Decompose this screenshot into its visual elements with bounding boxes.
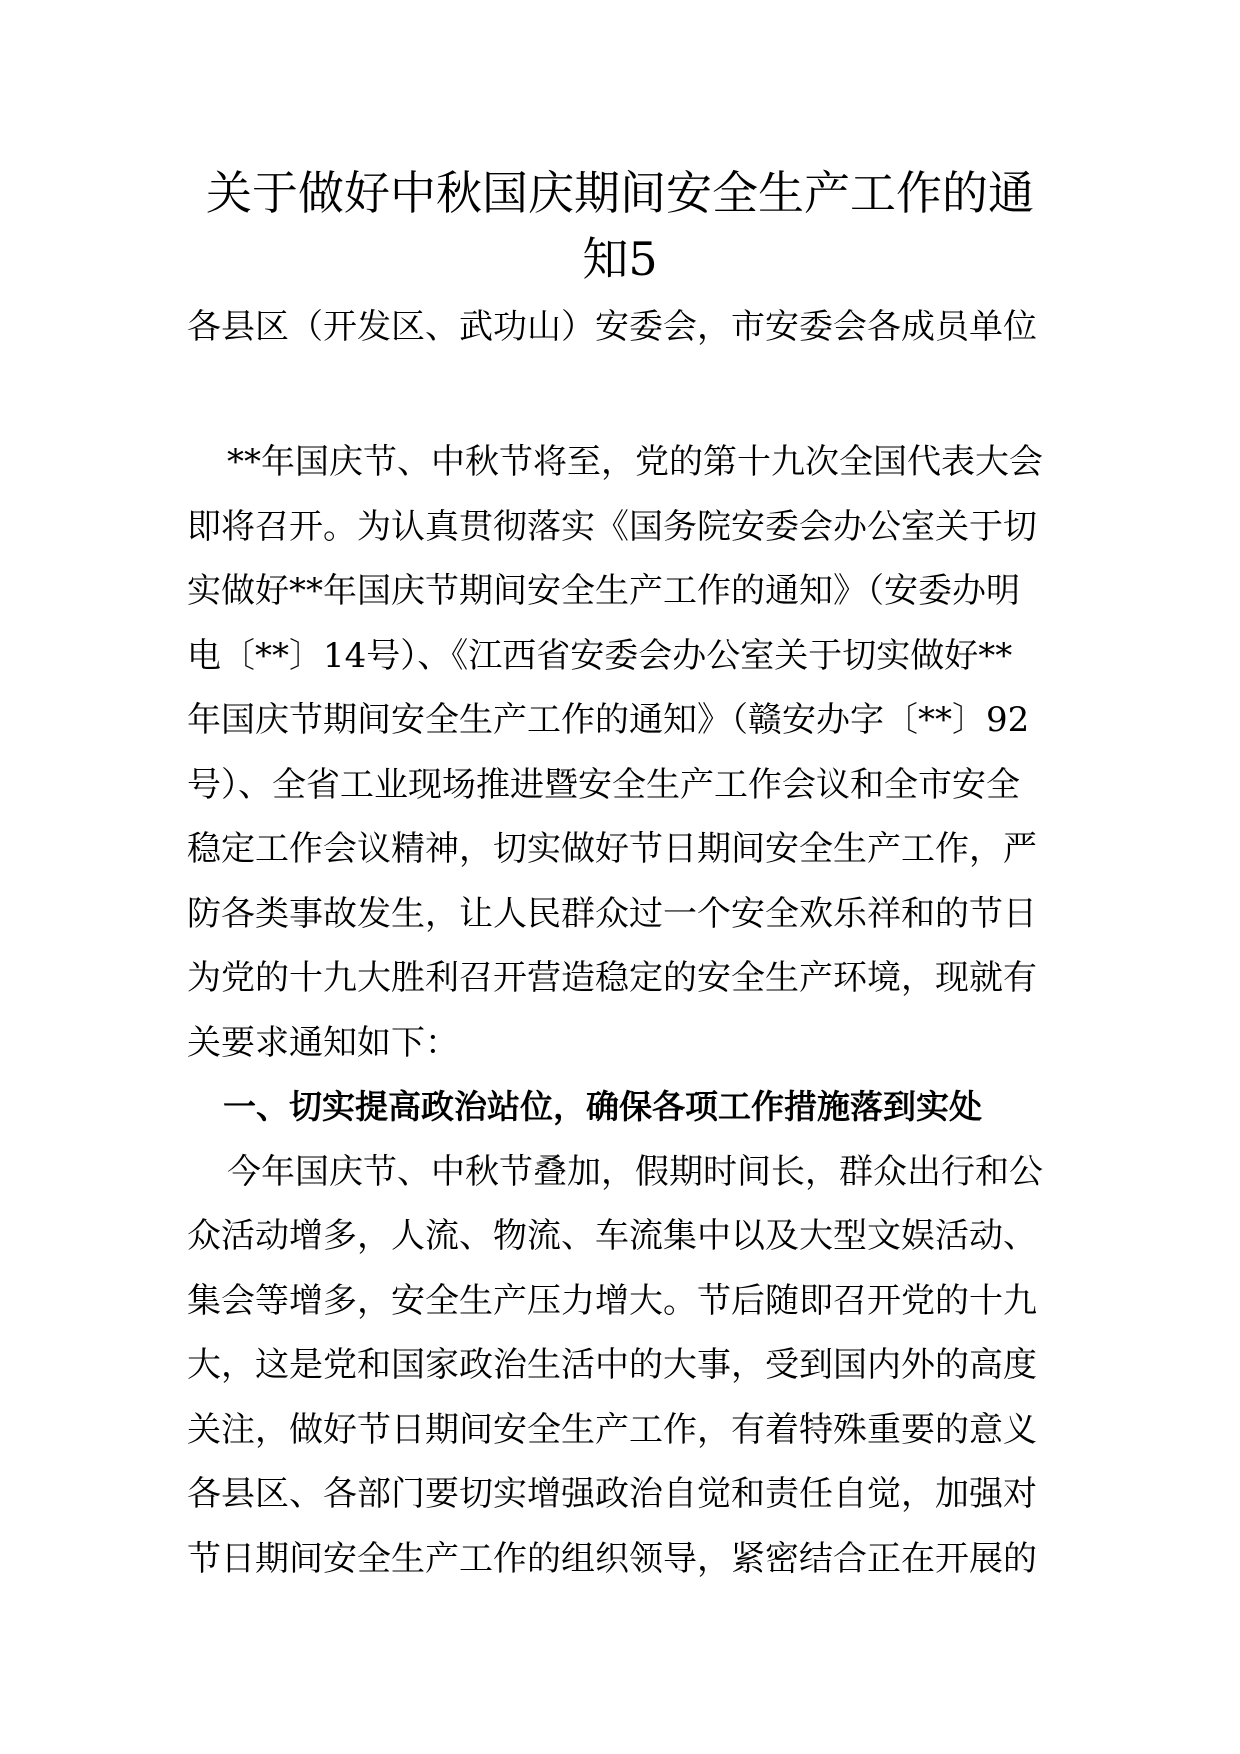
paragraph-line: 实做好**年国庆节期间安全生产工作的通知》（安委办明 bbox=[187, 571, 1020, 611]
paragraph-line: 关要求通知如下： bbox=[187, 1022, 459, 1063]
paragraph-2 bbox=[187, 1140, 1057, 1592]
paragraph-line: 年国庆节期间安全生产工作的通知》（赣安办字〔**〕92 bbox=[187, 700, 1030, 740]
title-line-2: 知5 bbox=[582, 232, 658, 286]
paragraph-line: 即将召开。为认真贯彻落实《国务院安委会办公室关于切 bbox=[187, 506, 1037, 547]
paragraph-line: 集会等增多，安全生产压力增大。节后随即召开党的十九 bbox=[187, 1280, 1037, 1321]
paragraph-line: 稳定工作会议精神，切实做好节日期间安全生产工作，严 bbox=[187, 829, 1037, 869]
paragraph-line: 各县区、各部门要切实增强政治自觉和责任自觉，加强对 bbox=[187, 1474, 1037, 1514]
section-heading: 一、切实提高政治站位，确保各项工作措施落到实处 bbox=[223, 1087, 982, 1126]
paragraph-line: 节日期间安全生产工作的组织领导，紧密结合正在开展的 bbox=[187, 1538, 1037, 1579]
paragraph-line: 号）、全省工业现场推进暨安全生产工作会议和全市安全 bbox=[187, 764, 1020, 805]
paragraph-line: 大，这是党和国家政治生活中的大事，受到国内外的高度 bbox=[187, 1345, 1037, 1385]
paragraph-line: 关注，做好节日期间安全生产工作，有着特殊重要的意义 bbox=[187, 1409, 1037, 1450]
paragraph-1 bbox=[187, 430, 1057, 1075]
paragraph-line: 众活动增多，人流、物流、车流集中以及大型文娱活动、 bbox=[187, 1216, 1037, 1256]
addressee: 各县区（开发区、武功山）安委会，市安委会各成员单位 bbox=[187, 307, 1037, 347]
paragraph-line: 电〔**〕14号）、《江西省安委会办公室关于切实做好** bbox=[187, 635, 1013, 676]
paragraph-line: 防各类事故发生，让人民群众过一个安全欢乐祥和的节日 bbox=[187, 893, 1037, 934]
paragraph-line: **年国庆节、中秋节将至，党的第十九次全国代表大会 bbox=[227, 442, 1043, 482]
paragraph-line: 今年国庆节、中秋节叠加，假期时间长，群众出行和公 bbox=[227, 1151, 1043, 1192]
title-line-1: 关于做好中秋国庆期间安全生产工作的通 bbox=[206, 166, 1034, 220]
document-body bbox=[187, 430, 1057, 1591]
document-title bbox=[180, 160, 1060, 292]
paragraph-line: 为党的十九大胜利召开营造稳定的安全生产环境，现就有 bbox=[187, 958, 1037, 998]
